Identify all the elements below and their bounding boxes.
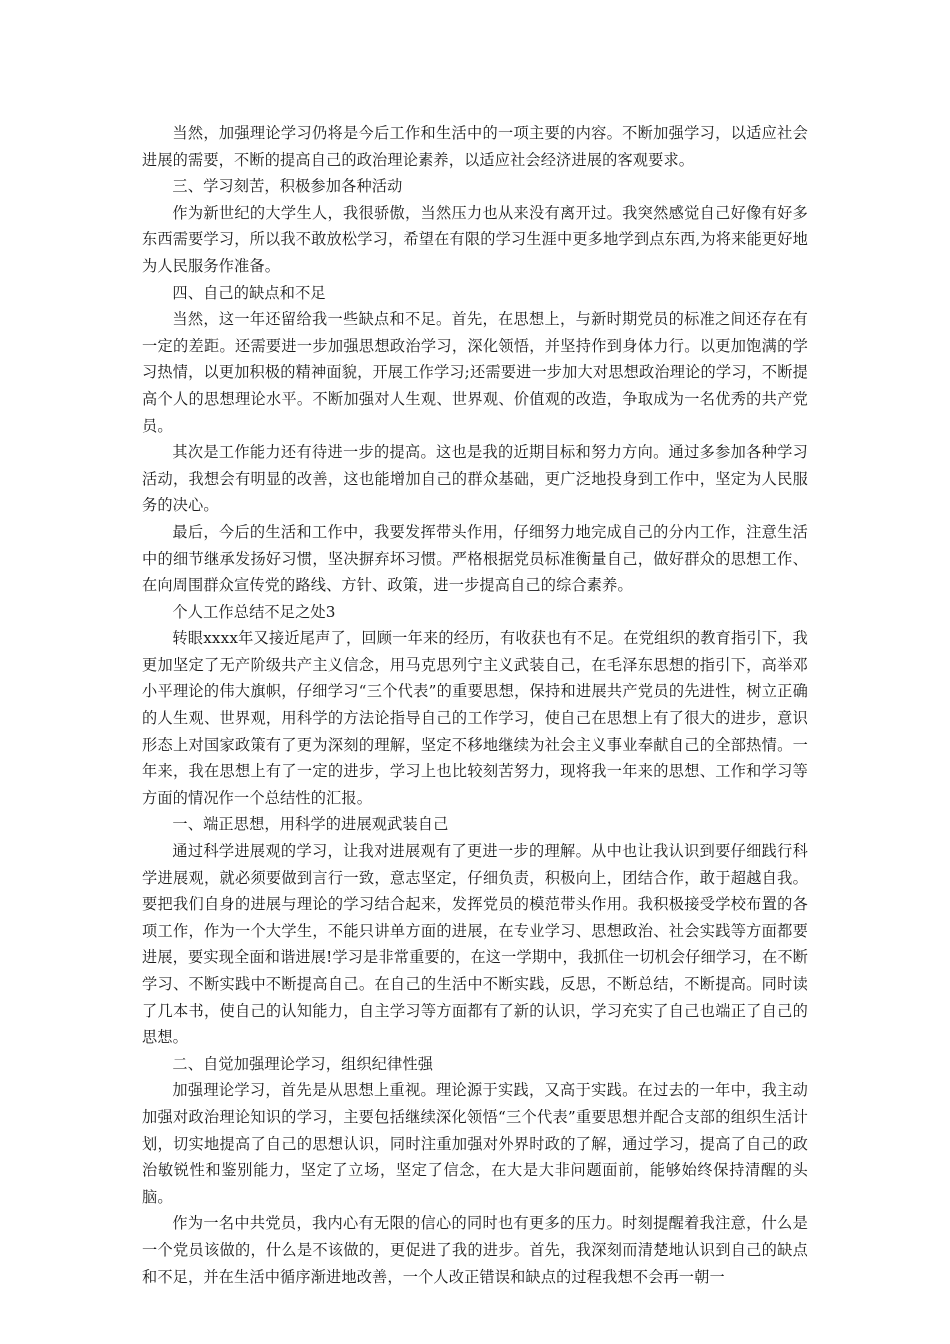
section-heading: 个人工作总结不足之处3 (172, 602, 336, 621)
section-heading: 四、自己的缺点和不足 (172, 283, 326, 302)
paragraph: 其次是工作能力还有待进一步的提高。这也是我的近期目标和努力方向。通过多参加各种学习活动，我想会有明显的改善，这也能增加自己的群众基础，更广泛地投身到工作中，坚定为人民服务的决心。 (142, 443, 808, 515)
paragraph: 当然，这一年还留给我一些缺点和不足。首先，在思想上，与新时期党员的标准之间还存在有一定的差距。还需要进一步加强思想政治学习，深化领悟，并坚持作到身体力行。以更加饱满的学习热情，以更加积极的精神面貌，开展工作学习;还需要进一步加大对思想政治理论的学习，不断提高个人的思想理论水平。不断加强对人生观、世界观、价值观的改造，争取成为一名优秀的共产党员。 (142, 310, 808, 435)
section-heading: 二、自觉加强理论学习，组织纪律性强 (172, 1054, 434, 1073)
paragraph: 作为一名中共党员，我内心有无限的信心的同时也有更多的压力。时刻提醒着我注意，什么是一个党员该做的，什么是不该做的，更促进了我的进步。首先，我深刻而清楚地认识到自己的缺点和不足，并在生活中循序渐进地改善，一个人改正错误和缺点的过程我想不会再一朝一 (142, 1214, 808, 1286)
document-page (142, 120, 808, 1290)
section-heading: 一、端正思想，用科学的进展观武装自己 (172, 815, 449, 834)
paragraph: 当然，加强理论学习仍将是今后工作和生活中的一项主要的内容。不断加强学习，以适应社会进展的需要，不断的提高自己的政治理论素养，以适应社会经济进展的客观要求。 (142, 124, 808, 169)
section-heading: 三、学习刻苦，积极参加各种活动 (172, 177, 403, 196)
paragraph: 最后，今后的生活和工作中，我要发挥带头作用，仔细努力地完成自己的分内工作，注意生活中的细节继承发扬好习惯，坚决摒弃坏习惯。严格根据党员标准衡量自己，做好群众的思想工作、在向周围群众宣传党的路线、方针、政策，进一步提高自己的综合素养。 (142, 522, 808, 595)
paragraph: 通过科学进展观的学习，让我对进展观有了更进一步的理解。从中也让我认识到要仔细践行科学进展观，就必须要做到言行一致，意志坚定，仔细负责，积极向上，团结合作，敢于超越自我。要把我们自身的进展与理论的学习结合起来，发挥党员的模范带头作用。我积极接受学校布置的各项工作，作为一个大学生，不能只讲单方面的进展，在专业学习、思想政治、社会实践等方面都要进展，要实现全面和谐进展!学习是非常重要的，在这一学期中，我抓住一切机会仔细学习，在不断学习、不断实践中不断提高自己。在自己的生活中不断实践，反思，不断总结，不断提高。同时读了几本书，使自己的认知能力，自主学习等方面都有了新的认识，学习充实了自己也端正了自己的思想。 (142, 842, 808, 1047)
paragraph: 加强理论学习，首先是从思想上重视。理论源于实践，又高于实践。在过去的一年中，我主动加强对政治理论知识的学习，主要包括继续深化领悟“三个代表”重要思想并配合支部的组织生活计划，切实地提高了自己的思想认识，同时注重加强对外界时政的了解，通过学习，提高了自己的政治敏锐性和鉴别能力，坚定了立场，坚定了信念，在大是大非问题面前，能够始终保持清醒的头脑。 (142, 1081, 808, 1206)
paragraph: 作为新世纪的大学生人，我很骄傲，当然压力也从来没有离开过。我突然感觉自己好像有好多东西需要学习，所以我不敢放松学习，希望在有限的学习生涯中更多地学到点东西,为将来能更好地为人民服务作准备。 (142, 203, 808, 275)
paragraph: 转眼xxxx年又接近尾声了，回顾一年来的经历，有收获也有不足。在党组织的教育指引下，我更加坚定了无产阶级共产主义信念，用马克思列宁主义武装自己，在毛泽东思想的指引下，高举邓小平理论的伟大旗帜，仔细学习“三个代表”的重要思想，保持和进展共产党员的先进性，树立正确的人生观、世界观，用科学的方法论指导自己的工作学习，使自己在思想上有了很大的进步，意识形态上对国家政策有了更为深刻的理解，坚定不移地继续为社会主义事业奉献自己的全部热情。一年来，我在思想上有了一定的进步，学习上也比较刻苦努力，现将我一年来的思想、工作和学习等方面的情况作一个总结性的汇报。 (142, 629, 808, 807)
